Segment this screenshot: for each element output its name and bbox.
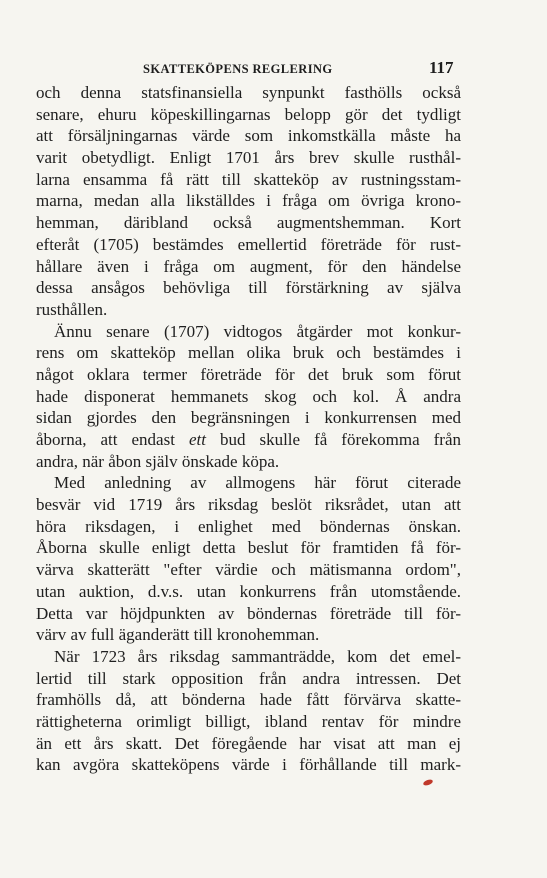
text-line: höra riksdagen, i enlighet med böndernas önskan.	[36, 516, 461, 536]
text-line: rusthållen.	[36, 299, 108, 319]
text-line: något oklara termer företräde för det bruk som förut	[36, 364, 461, 384]
text-line: värva skatterätt "efter värdie och mätismanna ordom",	[36, 560, 461, 580]
text-line: besvär vid 1719 års riksdag beslöt riksrådet, utan att	[36, 495, 461, 515]
text-line	[36, 429, 461, 451]
text-line: Ännu senare (1707) vidtogos åtgärder mot konkur-	[54, 321, 461, 341]
text-line: Detta var höjdpunkten av böndernas företräde till för-	[36, 603, 461, 623]
text-line: efteråt (1705) bestämdes emellertid företräde för rust-	[36, 234, 461, 254]
running-head: SKATTEKÖPENS REGLERING	[143, 62, 333, 76]
text-line: sidan gjordes den begränsningen i konkurrensen med	[36, 408, 461, 428]
text-fragment: bud skulle få förekomma från	[219, 430, 462, 449]
text-line: och denna statsfinansiella synpunkt fasthölls också	[36, 83, 461, 102]
text-line: än ett års skatt. Det föregående har visat att man ej	[36, 733, 461, 753]
text-line: lertid till stark opposition från andra intressen. Det	[36, 668, 461, 688]
text-line: kan avgöra skatteköpens värde i förhållande till mark-	[36, 755, 461, 775]
text-line: andra, när åbon själv önskade köpa.	[36, 451, 280, 471]
text-line: Åborna skulle enligt detta beslut för framtiden få för-	[36, 538, 461, 558]
text-line: varit obetydligt. Enligt 1701 års brev skulle rusthål-	[36, 148, 461, 168]
page-number: 117	[429, 58, 454, 77]
text-line: hade disponerat hemmanets skog och kol. Å andra	[36, 386, 461, 406]
text-line: dessa ansågos behövliga till förstärkning av själva	[36, 278, 461, 298]
text-line: marna, medan alla likställdes i fråga om övriga krono-	[36, 191, 461, 211]
text-line: hållare även i fråga om augment, för den händelse	[36, 256, 461, 276]
text-fragment: åborna, att endast	[36, 430, 175, 449]
text-line: hemman, däribland också augmentshemman. Kort	[36, 213, 461, 233]
text-line: att försäljningarnas värde som inkomstkälla måste ha	[36, 126, 461, 146]
emphasized-word: ett	[188, 430, 206, 449]
red-ink-mark	[422, 778, 433, 786]
text-line: rättigheterna orimligt billigt, ibland rentav för mindre	[36, 711, 461, 731]
text-line: utan auktion, d.v.s. utan konkurrens från utomstående.	[36, 581, 461, 601]
text-line: värv av full äganderätt till kronohemman.	[36, 625, 320, 645]
text-line: senare, ehuru köpeskillingarnas belopp gör det tydligt	[36, 104, 461, 124]
text-line: larna ensamma få rätt till skatteköp av rustningsstam-	[36, 169, 461, 189]
text-line: När 1723 års riksdag sammanträdde, kom det emel-	[54, 646, 461, 666]
text-line: framhölls då, att bönderna hade fått förvärva skatte-	[36, 690, 461, 710]
text-line: rens om skatteköp mellan olika bruk och bestämdes i	[36, 343, 461, 363]
text-line: Med anledning av allmogens här förut citerade	[54, 473, 461, 493]
body-text	[36, 82, 461, 776]
